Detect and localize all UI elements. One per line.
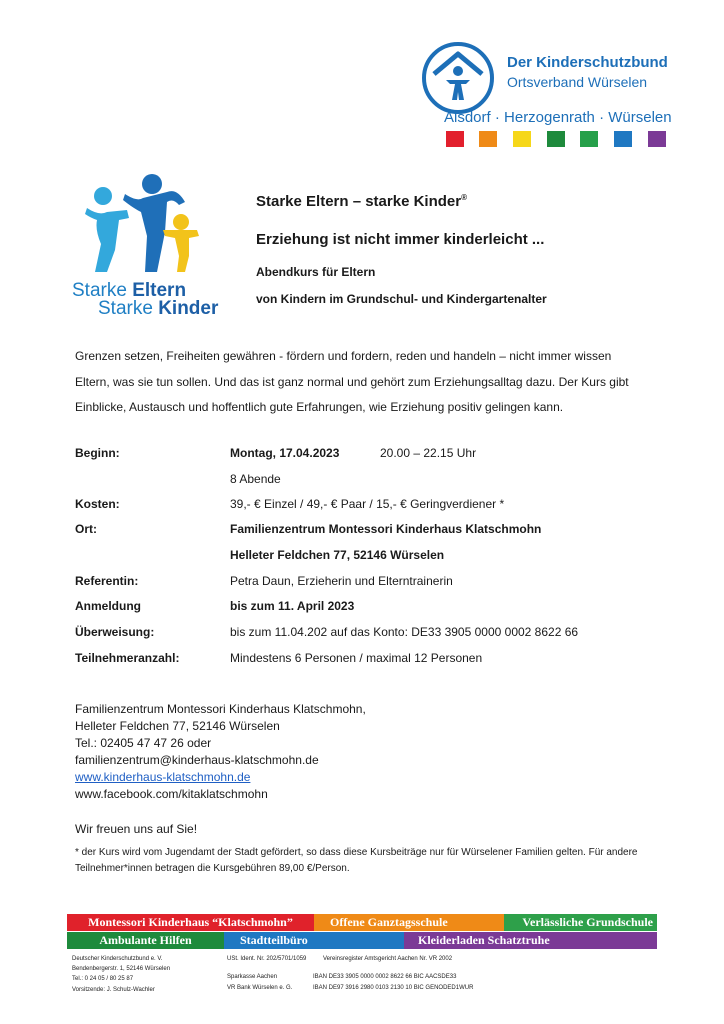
kosten-value: 39,- € Einzel / 49,- € Paar / 15,- € Geringverdiener * bbox=[230, 497, 505, 511]
referentin-label: Referentin: bbox=[75, 574, 139, 588]
facebook-url: www.facebook.com/kitaklatschmohn bbox=[75, 787, 268, 801]
abende-count: 8 Abende bbox=[230, 472, 281, 486]
footer-col1-line: Vorsitzende: J. Schulz-Wachler bbox=[72, 987, 155, 993]
program-logo-line2 bbox=[98, 298, 218, 320]
beginn-date: Montag, 17.04.2023 bbox=[230, 446, 340, 460]
color-square-red bbox=[446, 131, 464, 147]
footnote bbox=[75, 845, 665, 877]
ueberweisung-value: bis zum 11.04.202 auf das Konto: DE33 3905 0000 0002 8622 66 bbox=[230, 625, 579, 639]
contact-email: familienzentrum@kinderhaus-klatschmohn.de bbox=[75, 753, 319, 767]
footer-col2-line: USt. Ident. Nr. 202/5701/1059 bbox=[227, 956, 307, 962]
footer-col2-line: Sparkasse Aachen bbox=[227, 974, 278, 980]
page-title-text: Starke Eltern – starke Kinder bbox=[256, 193, 462, 210]
footer-band-grundschule: Verlässliche Grundschule bbox=[504, 914, 657, 931]
program-logo-starke-2: Starke bbox=[98, 298, 159, 319]
intro-text bbox=[75, 344, 665, 421]
teilnehmer-label: Teilnehmeranzahl: bbox=[75, 651, 180, 665]
footer-band-ganztagsschule: Offene Ganztagsschule bbox=[314, 914, 504, 931]
color-square-yellow bbox=[513, 131, 531, 147]
contact-block bbox=[75, 701, 366, 803]
footer-col2-line: VR Bank Würselen e. G. bbox=[227, 985, 293, 991]
org-name: Der Kinderschutzbund bbox=[507, 54, 668, 71]
page-subtitle: Erziehung ist nicht immer kinderleicht ... bbox=[256, 231, 545, 248]
contact-name: Familienzentrum Montessori Kinderhaus Klatschmohn, bbox=[75, 702, 366, 716]
color-square-orange bbox=[479, 131, 497, 147]
kosten-label: Kosten: bbox=[75, 497, 120, 511]
footnote-line: * der Kurs wird vom Jugendamt der Stadt gefördert, so dass diese Kursbeiträge nur für Würselener Familien gelten. Für andere bbox=[75, 847, 638, 858]
thanks-text: Wir freuen uns auf Sie! bbox=[75, 822, 198, 836]
ort-address: Helleter Feldchen 77, 52146 Würselen bbox=[230, 548, 445, 562]
intro-line: Einblicke, Austausch und hoffentlich gute Erfahrungen, wie Erziehung positiv gelingen kann. bbox=[75, 400, 564, 414]
anmeldung-label: Anmeldung bbox=[75, 599, 141, 613]
color-square-green bbox=[547, 131, 565, 147]
color-square-darkgreen bbox=[580, 131, 598, 147]
beginn-label: Beginn: bbox=[75, 446, 120, 460]
course-type: Abendkurs für Eltern bbox=[256, 265, 376, 279]
org-subtitle: Ortsverband Würselen bbox=[507, 74, 648, 90]
beginn-time: 20.00 – 22.15 Uhr bbox=[380, 446, 477, 460]
color-square-blue bbox=[614, 131, 632, 147]
starke-eltern-family-icon bbox=[85, 172, 205, 277]
page-title bbox=[256, 193, 467, 210]
website-link[interactable]: www.kinderhaus-klatschmohn.de bbox=[75, 770, 251, 784]
ueberweisung-label: Überweisung: bbox=[75, 625, 155, 639]
kinderschutzbund-logo-icon bbox=[420, 40, 496, 116]
footer-col1-line: Deutscher Kinderschutzbund e. V. bbox=[72, 956, 163, 962]
program-logo-eltern: Eltern bbox=[132, 280, 187, 301]
footer-col1-line: Tel.: 0 24 05 / 80 25 87 bbox=[72, 976, 134, 982]
footer-col3-line: Vereinsregister Amtsgericht Aachen Nr. VR 2002 bbox=[323, 956, 453, 962]
contact-address: Helleter Feldchen 77, 52146 Würselen bbox=[75, 719, 280, 733]
color-square-purple bbox=[648, 131, 666, 147]
contact-phone: Tel.: 02405 47 47 26 oder bbox=[75, 736, 212, 750]
ort-label: Ort: bbox=[75, 522, 97, 536]
program-logo-kinder: Kinder bbox=[158, 298, 219, 319]
course-audience: von Kindern im Grundschul- und Kindergartenalter bbox=[256, 292, 547, 306]
footer-band-kinderhaus: Montessori Kinderhaus “Klatschmohn” bbox=[67, 914, 314, 931]
org-towns: Alsdorf · Herzogenrath · Würselen bbox=[444, 109, 672, 126]
ort-name: Familienzentrum Montessori Kinderhaus Klatschmohn bbox=[230, 522, 542, 536]
footer-col1-line: Bendenbergerstr. 1, 52146 Würselen bbox=[72, 966, 171, 972]
footer-band-kleiderladen: Kleiderladen Schatztruhe bbox=[404, 932, 657, 949]
intro-line: Eltern, was sie tun sollen. Und das ist ganz normal und gehört zum Erziehungsalltag dazu. Der Kurs gibt bbox=[75, 374, 629, 389]
anmeldung-value: bis zum 11. April 2023 bbox=[230, 599, 355, 613]
footer-band-stadtteilbuero: Stadtteilbüro bbox=[224, 932, 404, 949]
footer-band-ambulante-hilfen: Ambulante Hilfen bbox=[67, 932, 224, 949]
footer-col3-line: IBAN DE97 3916 2980 0103 2130 10 BIC GENODED1WUR bbox=[313, 985, 474, 991]
footnote-line: Teilnehmer*innen betragen die Kursgebühren 89,00 €/Person. bbox=[75, 863, 350, 874]
program-logo-starke-1: Starke bbox=[72, 280, 133, 301]
registered-mark: ® bbox=[461, 193, 467, 202]
intro-line: Grenzen setzen, Freiheiten gewähren - fördern und fordern, reden und handeln – nicht immer wissen bbox=[75, 349, 612, 363]
referentin-value: Petra Daun, Erzieherin und Elterntrainerin bbox=[230, 574, 453, 588]
footer-col3-line: IBAN DE33 3905 0000 0002 8622 66 BIC AACSDE33 bbox=[313, 974, 457, 980]
teilnehmer-value: Mindestens 6 Personen / maximal 12 Personen bbox=[230, 651, 483, 665]
